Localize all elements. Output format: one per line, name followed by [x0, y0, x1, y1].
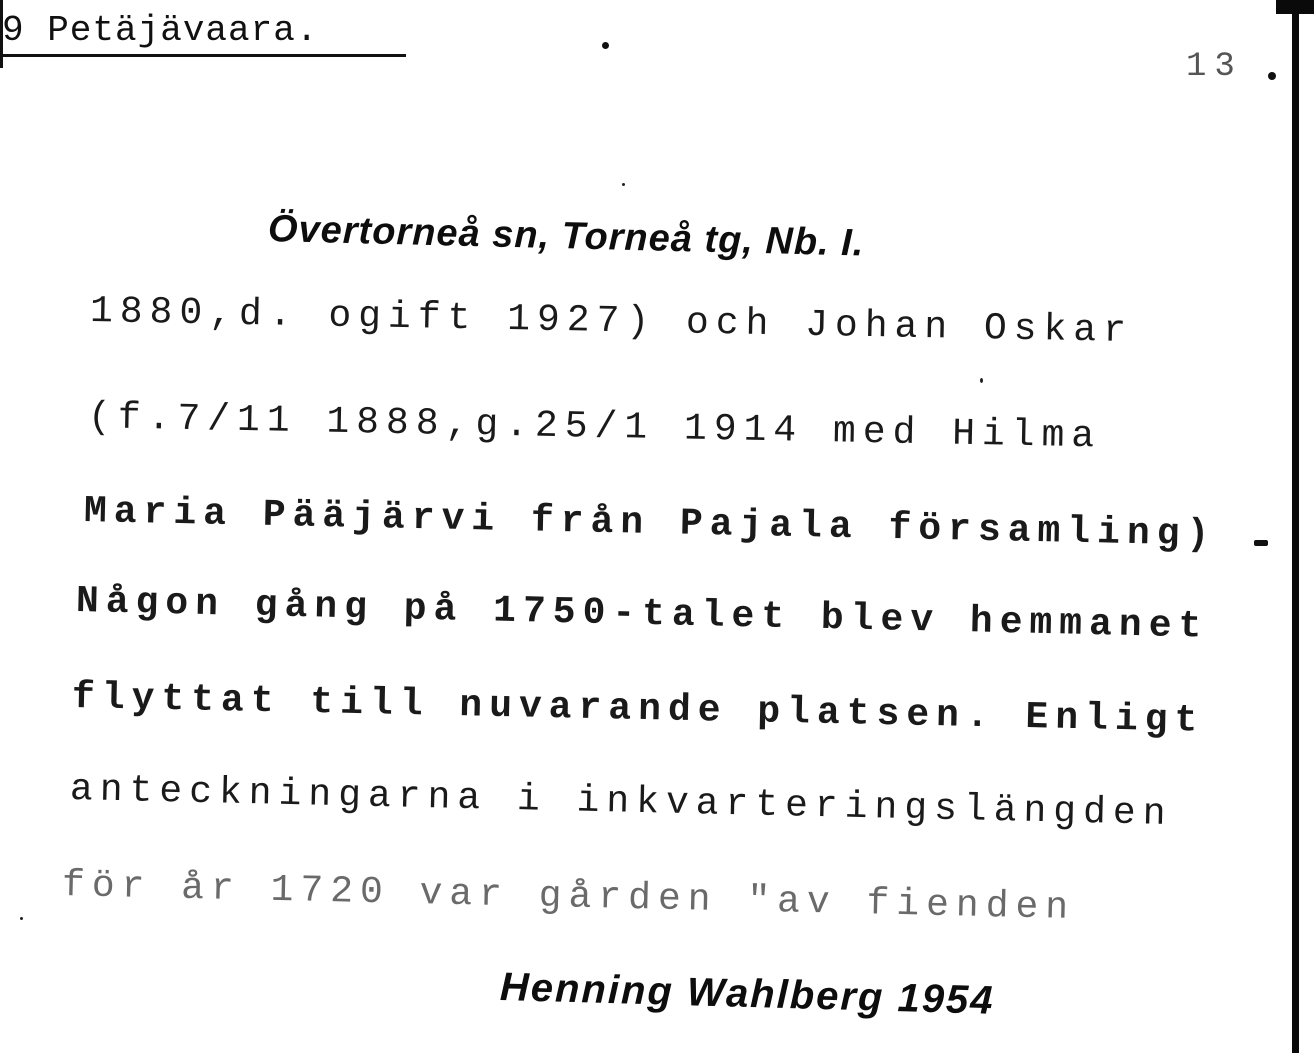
ink-dot [602, 42, 609, 49]
parish-header: Övertorneå sn, Torneå tg, Nb. I. [267, 208, 865, 265]
ink-speck [980, 378, 983, 383]
ink-dot [1268, 72, 1276, 80]
place-title-underline [2, 54, 406, 57]
text-line: flyttat till nuvarande platsen. Enligt [71, 676, 1205, 743]
text-line: 1880,d. ogift 1927) och Johan Oskar [89, 290, 1134, 354]
ink-speck [20, 917, 23, 920]
text-line: Någon gång på 1750-talet blev hemmanet [75, 580, 1209, 649]
card-right-edge [1292, 0, 1299, 1053]
card-top-right-edge [1276, 0, 1314, 14]
text-line: anteckningarna i inkvarteringslängden [69, 768, 1173, 837]
page-number: 13 [1186, 48, 1243, 86]
ink-mark [1254, 540, 1268, 546]
text-line: Maria Pääjärvi från Pajala församling) [83, 490, 1217, 557]
ink-speck [622, 183, 625, 186]
text-line: (f.7/11 1888,g.25/1 1914 med Hilma [87, 396, 1102, 459]
text-line: för år 1720 var gården "av fienden [61, 864, 1076, 930]
place-title: 9 Petäjävaara. [2, 10, 319, 51]
author-signature: Henning Wahlberg 1954 [499, 965, 996, 1023]
